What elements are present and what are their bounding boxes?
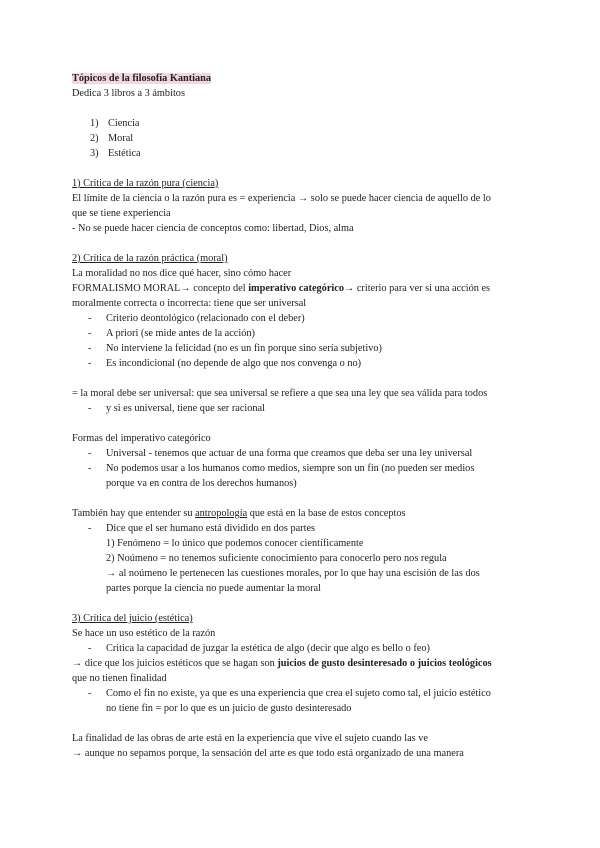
list-item: - No podemos usar a los humanos como medios, siempre son un fin (no pueden ser medios porque va en contra de los derechos humanos) <box>88 463 475 489</box>
paragraph: La finalidad de las obras de arte está en la experiencia que vive el sujeto cuando las ve <box>72 733 428 744</box>
paragraph: Se hace un uso estético de la razón <box>72 628 216 639</box>
list-item: - Como el fin no existe, ya que es una experiencia que crea el sujeto como tal, el juicio estético no tiene fin = por lo que es un juicio de gusto desinteresado <box>88 688 491 714</box>
list-item: - Universal - tenemos que actuar de una forma que creamos que deba ser una ley universal <box>88 448 473 459</box>
section-3-heading: 3) Crítica del juicio (estética) <box>72 613 193 624</box>
list-item: - Criterio deontológico (relacionado con el deber) <box>88 313 305 324</box>
intro-line: Dedica 3 libros a 3 ámbitos <box>72 88 185 99</box>
list-item: - Es incondicional (no depende de algo que nos convenga o no) <box>88 358 362 369</box>
section-2-heading: 2) Crítica de la razón práctica (moral) <box>72 253 228 264</box>
paragraph: que se tiene experiencia <box>72 208 171 219</box>
section-1-heading: 1) Crítica de la razón pura (ciencia) <box>72 178 219 189</box>
paragraph: La moralidad no nos dice qué hacer, sino cómo hacer <box>72 268 292 279</box>
paragraph: También hay que entender su antropología que está en la base de estos conceptos <box>72 508 406 519</box>
document-page <box>72 71 528 761</box>
document-title: Tópicos de la filosofía Kantiana <box>72 73 212 84</box>
list-item: - Dice que el ser humano está dividido en dos partes <box>88 523 316 534</box>
sub-item: 2) Noúmeno = no tenemos suficiente conocimiento para conocerlo pero nos regula <box>106 553 447 564</box>
list-item: - No interviene la felicidad (no es un fin porque sino sería subjetivo) <box>88 343 382 354</box>
area-item: 3) Estética <box>90 148 141 159</box>
sub-item: partes porque la ciencia no puede aumentar la moral <box>106 583 321 594</box>
paragraph: El límite de la ciencia o la razón pura es = experiencia → solo se puede hacer ciencia de aquello de lo <box>72 193 491 204</box>
paragraph: Formas del imperativo categórico <box>72 433 211 444</box>
list-item: - y si es universal, tiene que ser racional <box>88 403 265 414</box>
sub-item: 1) Fenómeno = lo único que podemos conocer científicamente <box>106 538 364 549</box>
paragraph: FORMALISMO MORAL→ concepto del imperativo categórico→ criterio para ver si una acción es <box>72 283 491 294</box>
area-item: 1) Ciencia <box>90 118 140 129</box>
paragraph: moralmente correcta o incorrecta: tiene que ser universal <box>72 298 307 309</box>
paragraph: → dice que los juicios estéticos que se hagan son juicios de gusto desinteresado o juicios teológicos que no tienen finalidad <box>72 658 492 684</box>
paragraph: → aunque no sepamos porque, la sensación del arte es que todo está organizado de una manera <box>72 748 464 759</box>
area-item: 2) Moral <box>90 133 134 144</box>
paragraph: - No se puede hacer ciencia de conceptos como: libertad, Dios, alma <box>72 223 354 234</box>
paragraph: = la moral debe ser universal: que sea universal se refiere a que sea una ley que sea válida para todos <box>72 388 488 399</box>
list-item: - Critica la capacidad de juzgar la estética de algo (decir que algo es bello o feo) <box>88 643 430 654</box>
list-item: - A priori (se mide antes de la acción) <box>88 328 255 339</box>
sub-item: → al noúmeno le pertenecen las cuestiones morales, por lo que hay una escisión de las dos <box>106 568 480 579</box>
